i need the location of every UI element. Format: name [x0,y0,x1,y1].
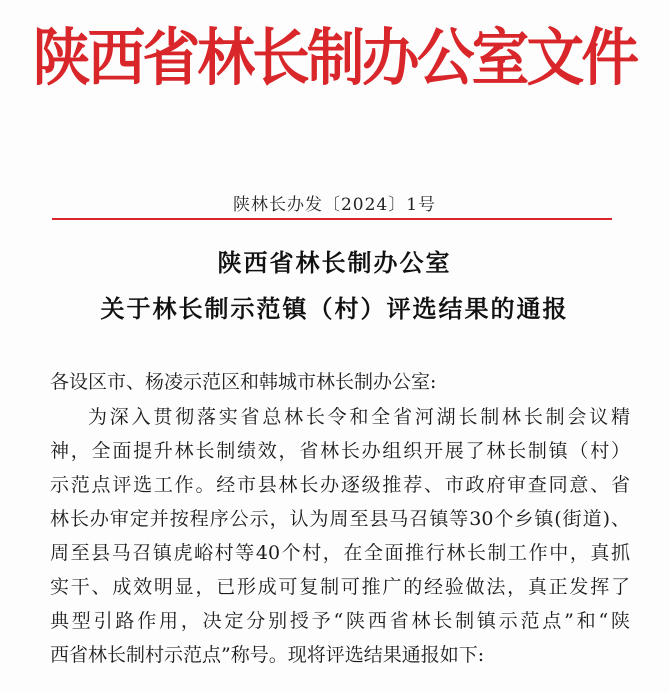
document-title-line1: 陕西省林长制办公室 [217,249,452,277]
document-number: 陕林长办发〔2024〕1号 [232,195,437,215]
masthead-title: 陕西省林长制办公室文件 [32,21,637,94]
body-line: 典型引路作用，决定分别授予“陕西省林长制镇示范点”和“陕 [50,610,630,632]
body-line: 实干、成效明显，已形成可复制可推广的经验做法，真正发挥了 [50,576,630,598]
body-line: 神，全面提升林长制绩效，省林长办组织开展了林长制镇（村） [50,440,630,462]
body-line: 西省林长制村示范点”称号。现将评选结果通报如下: [50,644,485,666]
red-divider [52,218,612,220]
document-title-line2: 关于林长制示范镇（村）评选结果的通报 [100,295,569,323]
body-paragraph [50,400,630,672]
body-line: 周至县马召镇虎峪村等40个村，在全面推行林长制工作中，真抓 [50,542,630,564]
body-line: 林长办审定并按程序公示，认为周至县马召镇等30个乡镇(街道)、 [50,508,630,530]
salutation: 各设区市、杨凌示范区和韩城市林长制办公室: [50,371,437,393]
body-line: 为深入贯彻落实省总林长令和全省河湖长制林长制会议精 [88,406,630,428]
body-line: 示范点评选工作。经市县林长办逐级推荐、市政府审查同意、省 [50,474,630,496]
